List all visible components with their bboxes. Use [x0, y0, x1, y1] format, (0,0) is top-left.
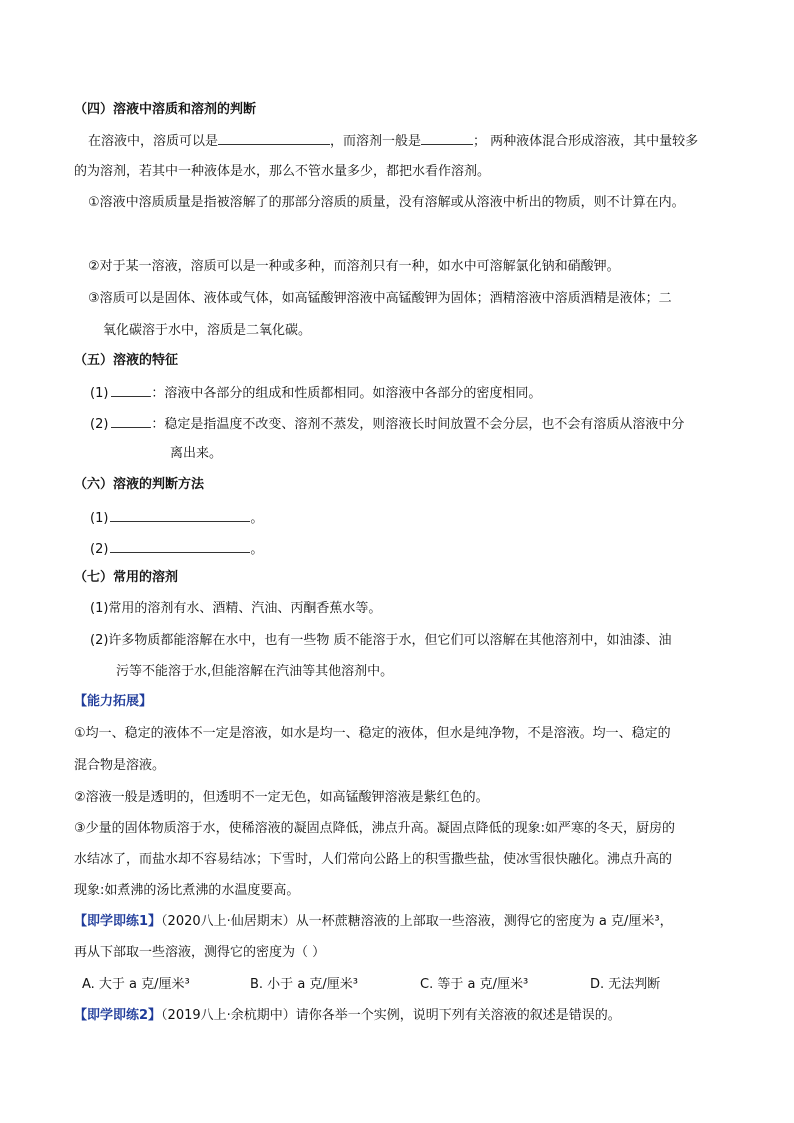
paragraph-line: ①均一、稳定的液体不一定是溶液，如水是均一、稳定的液体，但水是纯净物，不是溶液。均一、稳定的: [74, 726, 671, 741]
list-item-continuation: 氧化碳溶于水中，溶质是二氧化碳。: [103, 323, 312, 338]
list-item: (1) ：溶液中各部分的组成和性质都相同。如溶液中各部分的密度相同。: [90, 383, 541, 403]
list-item: ②对于某一溶液，溶质可以是一种或多种，而溶剂只有一种，如水中可溶解氯化钠和硝酸钾。: [88, 259, 620, 274]
list-item: (1) 。: [90, 508, 263, 528]
ability-extension-heading: 【能力拓展】: [74, 694, 153, 709]
exercise-tag: 【即学即练1】: [74, 914, 162, 929]
paragraph-line: 的为溶剂，若其中一种液体是水，那么不管水量多少，都把水看作溶剂。: [74, 164, 491, 179]
list-item: (2) ：稳定是指温度不改变、溶剂不蒸发，则溶液长时间放置不会分层，也不会有溶质从溶液中分: [90, 414, 684, 434]
section-heading-7: （七）常用的溶剂: [74, 570, 179, 585]
fill-blank[interactable]: [111, 383, 151, 397]
paragraph: 在溶液中，溶质可以是 ，而溶剂一般是 ； 两种液体混合形成溶液，其中量较多: [88, 131, 698, 151]
fill-blank[interactable]: [110, 539, 250, 553]
paragraph-line: 混合物是溶液。: [74, 758, 166, 773]
section-heading-5: （五）溶液的特征: [74, 353, 179, 368]
answer-options: [0, 976, 794, 994]
fill-blank[interactable]: [218, 131, 330, 145]
option-c[interactable]: C. 等于 a 克/厘米³: [420, 977, 529, 992]
section-heading-4: （四）溶液中溶质和溶剂的判断: [74, 102, 257, 117]
exercise-2: 【即学即练2】（2019八上·余杭期中）请你各举一个实例，说明下列有关溶液的叙述是错误的。: [74, 1008, 621, 1023]
list-item: (2) 。: [90, 539, 263, 559]
fill-blank[interactable]: [421, 131, 473, 145]
exercise-1-line2: 再从下部取一些溶液，测得它的密度为（ ）: [74, 945, 326, 960]
list-item-continuation: 离出来。: [170, 446, 223, 461]
option-d[interactable]: D. 无法判断: [590, 977, 661, 992]
fill-blank[interactable]: [111, 414, 151, 428]
paragraph-line: 水结冰了，而盐水却不容易结冰；下雪时，人们常向公路上的积雪撒些盐，使冰雪很快融化。沸点升高的: [74, 852, 673, 867]
exercise-tag: 【即学即练2】: [74, 1008, 162, 1023]
option-a[interactable]: A. 大于 a 克/厘米³: [82, 977, 190, 992]
list-item: ③溶质可以是固体、液体或气体，如高锰酸钾溶液中高锰酸钾为固体；酒精溶液中溶质酒精是液体；二: [88, 291, 672, 306]
option-b[interactable]: B. 小于 a 克/厘米³: [250, 977, 359, 992]
list-item: (1)常用的溶剂有水、酒精、汽油、丙酮香蕉水等。: [90, 601, 382, 616]
list-item: ①溶液中溶质质量是指被溶解了的那部分溶质的质量，没有溶解或从溶液中析出的物质，则不计算在内。: [88, 195, 685, 210]
list-item: (2)许多物质都能溶解在水中，也有一些物 质不能溶于水，但它们可以溶解在其他溶剂中，如油漆、油: [90, 633, 672, 648]
exercise-1: 【即学即练1】（2020八上·仙居期末）从一杯蔗糖溶液的上部取一些溶液，测得它的密度为 a 克/厘米³，: [74, 914, 673, 929]
paragraph-line: ②溶液一般是透明的，但透明不一定无色，如高锰酸钾溶液是紫红色的。: [74, 790, 489, 805]
paragraph-line: ③少量的固体物质溶于水，使稀溶液的凝固点降低，沸点升高。凝固点降低的现象:如严寒的冬天，厨房的: [74, 821, 676, 836]
list-item-continuation: 污等不能溶于水,但能溶解在汽油等其他溶剂中。: [116, 664, 394, 679]
paragraph-line: 现象:如煮沸的汤比煮沸的水温度要高。: [74, 883, 300, 898]
section-heading-6: （六）溶液的判断方法: [74, 477, 205, 492]
fill-blank[interactable]: [110, 508, 250, 522]
